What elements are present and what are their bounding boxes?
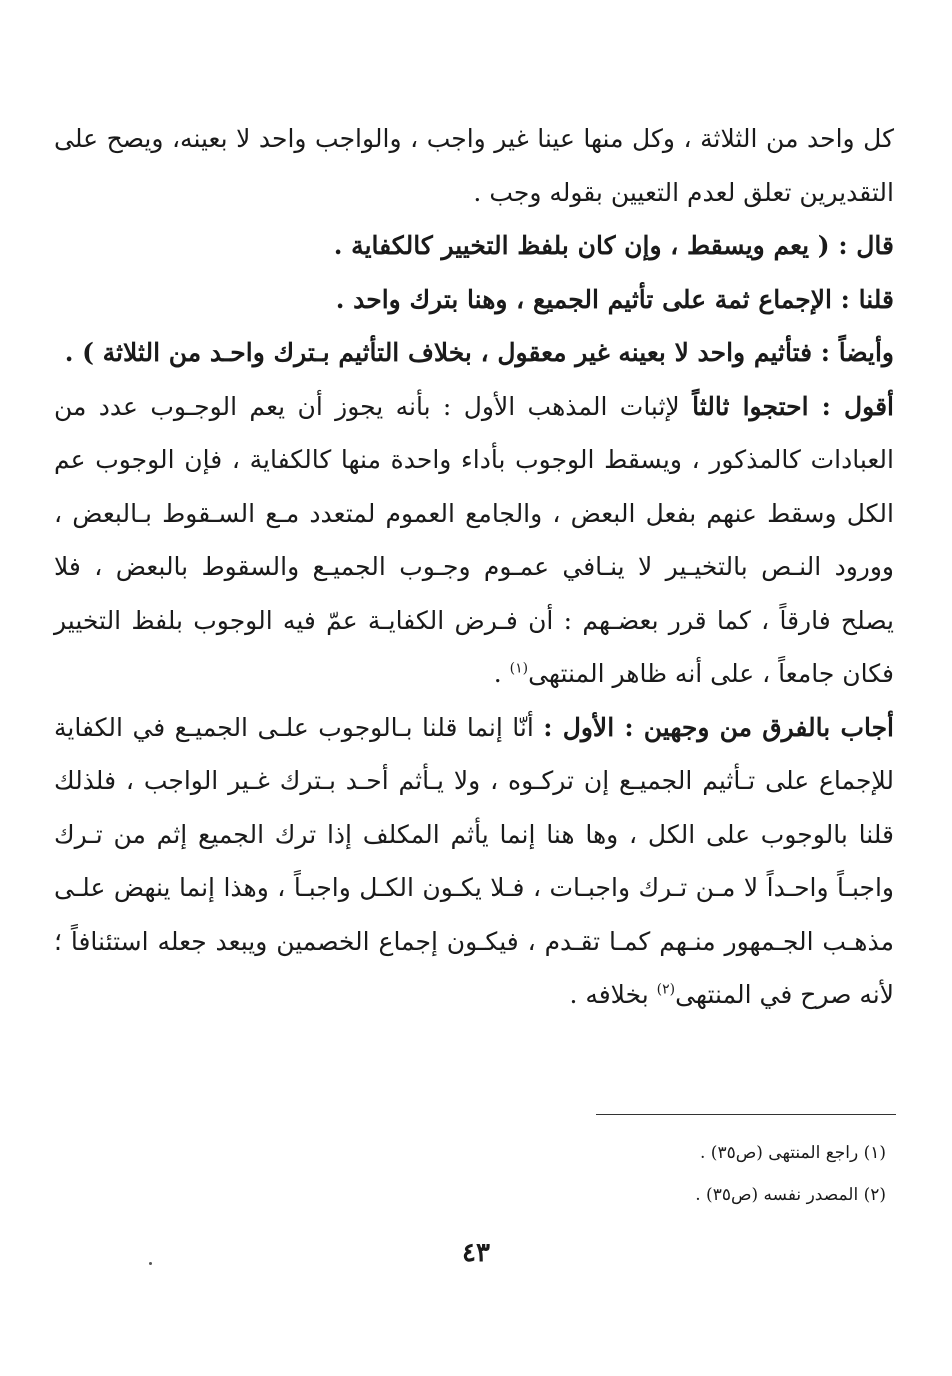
paragraph-5 bbox=[54, 380, 894, 701]
paragraph-4: وأيضاً : فتأثيم واحد لا بعينه غير معقول ، بخلاف التأثيم بـترك واحـد من الثلاثة ) . bbox=[64, 338, 894, 367]
scan-speck bbox=[149, 1262, 152, 1265]
main-text bbox=[54, 112, 894, 1022]
paragraph-2: قال : ( يعم ويسقط ، وإن كان بلفظ التخيير كالكفاية . bbox=[333, 231, 894, 260]
paragraph-6 bbox=[54, 701, 894, 1022]
footnote-separator bbox=[596, 1114, 896, 1115]
paragraph-1: كل واحد من الثلاثة ، وكل منها عينا غير واجب ، والواجب واحد لا بعينه، ويصح على التقديرين تعلق لعدم التعيين بقوله وجب . bbox=[54, 124, 894, 207]
footnote-2: (٢) المصدر نفسه (ص٣٥) . bbox=[695, 1185, 886, 1205]
paragraph-5-text: لإثبات المذهب الأول : بأنه يجوز أن يعم الوجـوب عدد من العبادات كالمذكور ، ويسقط الوجوب بأداء واحدة منها كالكفاية ، فإن الوجوب عم الكل وسقط عنهم بفعل البعض ، والجامع العموم لمتعدد مـع السـقوط بـالبعض ، وورود النـص بالتخيـير لا ينـافي عمـوم وجـوب الجميـع والسقوط بالبعض ، فلا يصلح فارقاً ، كما قرر بعضـهم : أن فـرض الكفايـة عمّ فيه الوجوب بلفظ التخيير فكان جامعاً ، على أنه ظاهر المنتهى bbox=[54, 391, 894, 688]
paragraph-6-lead: أجاب بالفرق من وجهين : الأول : bbox=[543, 712, 895, 742]
page-number: ٤٣ bbox=[462, 1238, 490, 1268]
footnote-ref-2: (٢) bbox=[656, 981, 676, 998]
paragraph-5-end: . bbox=[493, 659, 510, 688]
paragraph-6-text: أنّا إنما قلنا بـالوجوب علـى الجميـع في الكفاية للإجماع على تـأثيم الجميـع إن تركـوه ، ولا يـأثم أحـد بـترك غـير الواجب ، فلذلك قلنا بالوجوب على الكل ، وها هنا إنما يأثم المكلف إذا ترك الجميع إثم من تـرك واجبـاً واحـداً لا مـن تـرك واجبـات ، فـلا يكـون الكـل واجبـاً ، وهذا إنما ينهض علـى مذهـب الجـمهور منـهم كمـا تقـدم ، فيكـون إجماع الخصمين ويبعد جعله استئنافاً ؛ لأنه صرح في المنتهى bbox=[54, 712, 894, 1009]
paragraph-3: قلنا : الإجماع ثمة على تأثيم الجميع ، وهنا بترك واحد . bbox=[335, 284, 894, 314]
paragraph-5-lead: أقول : احتجوا ثالثاً bbox=[692, 391, 894, 421]
paragraph-6-end: بخلافه . bbox=[569, 980, 657, 1009]
footnote-1: (١) راجع المنتهى (ص٣٥) . bbox=[699, 1143, 886, 1163]
footnote-ref-1: (١) bbox=[509, 660, 529, 677]
footnotes bbox=[286, 1132, 886, 1216]
